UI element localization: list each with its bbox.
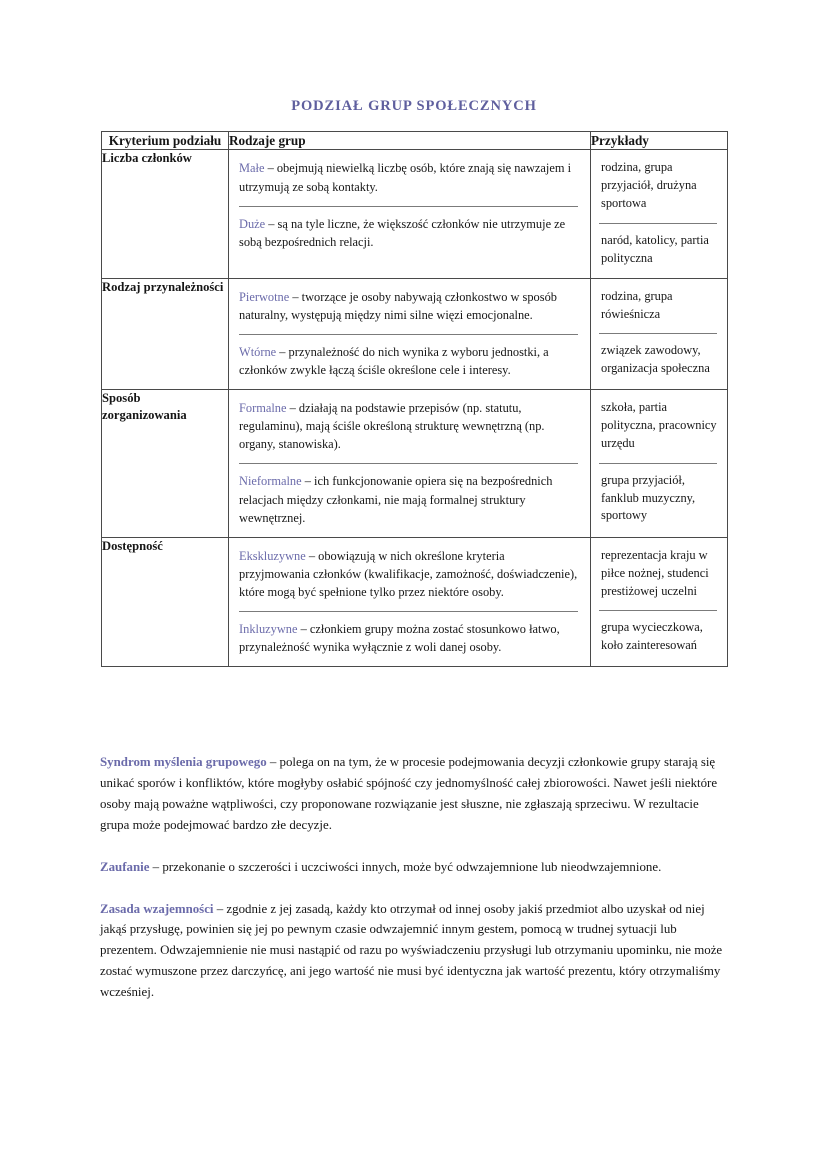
table-row bbox=[102, 537, 728, 667]
type-term: Inkluzywne bbox=[239, 622, 298, 637]
paragraph-groupthink bbox=[100, 752, 730, 836]
column-header-examples: Przykłady bbox=[591, 132, 728, 150]
types-cell bbox=[229, 150, 591, 278]
type-dash: – bbox=[301, 474, 315, 489]
type-dash: – bbox=[289, 289, 302, 304]
type-entry bbox=[229, 538, 590, 611]
type-term: Duże bbox=[239, 216, 266, 231]
example-entry: szkoła, partia polityczna, pracownicy urzędu bbox=[601, 400, 717, 450]
type-entry bbox=[229, 611, 590, 666]
paragraph-trust bbox=[100, 857, 730, 878]
paragraph-dash: – bbox=[213, 901, 227, 916]
body-text bbox=[100, 752, 730, 1003]
table-header-row bbox=[102, 132, 728, 150]
type-entry bbox=[229, 279, 590, 334]
type-description: są na tyle liczne, że większość członków nie utrzymuje ze sobą bezpośrednich relacji. bbox=[239, 216, 566, 249]
type-description: ich funkcjonowanie opiera się na bezpośrednich relacjach między członkami, nie mają formalnej struktury wewnętrznej. bbox=[239, 474, 553, 525]
column-header-types: Rodzaje grup bbox=[229, 132, 591, 150]
criterion-cell: Rodzaj przynależności bbox=[102, 278, 229, 389]
type-term: Ekskluzywne bbox=[239, 548, 306, 563]
criterion-cell: Sposób zorganizowania bbox=[102, 390, 229, 538]
type-term: Małe bbox=[239, 161, 265, 176]
types-cell bbox=[229, 278, 591, 389]
paragraph-lead-term: Zasada wzajemności bbox=[100, 901, 214, 916]
social-groups-table-wrapper bbox=[101, 131, 727, 667]
paragraph-lead-term: Zaufanie bbox=[100, 859, 150, 874]
column-header-criterion: Kryterium podziału bbox=[102, 132, 229, 150]
criterion-cell: Liczba członków bbox=[102, 150, 229, 278]
examples-cell bbox=[591, 278, 728, 389]
social-groups-table bbox=[101, 131, 728, 667]
type-description: przynależność do nich wynika z wyboru jednostki, a członków zwykle łączą ściśle określone cele i interesy. bbox=[239, 344, 549, 378]
type-dash: – bbox=[297, 622, 310, 637]
type-dash: – bbox=[305, 548, 319, 563]
paragraph-lead-term: Syndrom myślenia grupowego bbox=[100, 755, 267, 769]
example-entry: rodzina, grupa przyjaciół, drużyna sportowa bbox=[601, 160, 697, 211]
page-title: PODZIAŁ GRUP SPOŁECZNYCH bbox=[291, 98, 537, 114]
example-entry: związek zawodowy, organizacja społeczna bbox=[591, 333, 727, 388]
types-cell bbox=[229, 390, 591, 538]
type-description: obowiązują w nich określone kryteria przyjmowania członków (kwalifikacje, zamożność, doświadczenie), które mogą być spełnione tylko przez niektóre osoby. bbox=[239, 548, 578, 600]
type-term: Nieformalne bbox=[239, 474, 302, 489]
type-term: Formalne bbox=[239, 401, 287, 416]
paragraph-reciprocity bbox=[100, 899, 730, 1004]
types-cell bbox=[229, 537, 591, 667]
paragraph-dash: – bbox=[149, 859, 163, 874]
criterion-cell: Dostępność bbox=[102, 537, 229, 667]
examples-cell bbox=[591, 150, 728, 278]
example-entry: grupa wycieczkowa, koło zainteresowań bbox=[591, 610, 727, 665]
type-term: Wtórne bbox=[239, 344, 277, 359]
type-description: członkiem grupy można zostać stosunkowo łatwo, przynależność wynika wyłącznie z woli danej osoby. bbox=[239, 622, 560, 655]
example-entry: reprezentacja kraju w piłce nożnej, studenci prestiżowej uczelni bbox=[601, 547, 709, 598]
type-description: tworzące je osoby nabywają członkostwo w sposób naturalny, występują między nimi silne więzi emocjonalne. bbox=[239, 289, 557, 322]
type-dash: – bbox=[286, 401, 299, 416]
type-description: działają na podstawie przepisów (np. statutu, regulaminu), mają ściśle określoną strukturę wewnętrzną (np. organy, stanowiska). bbox=[239, 401, 545, 452]
type-term: Pierwotne bbox=[239, 289, 290, 304]
table-row bbox=[102, 150, 728, 278]
type-dash: – bbox=[276, 344, 289, 359]
type-entry bbox=[229, 463, 590, 536]
type-entry bbox=[229, 390, 590, 463]
example-entry: rodzina, grupa rówieśnicza bbox=[601, 288, 673, 321]
examples-cell bbox=[591, 537, 728, 667]
example-entry: naród, katolicy, partia polityczna bbox=[591, 223, 727, 278]
paragraph-dash: – bbox=[266, 755, 280, 769]
type-entry bbox=[229, 334, 590, 389]
type-entry bbox=[229, 150, 590, 205]
type-description: obejmują niewielką liczbę osób, które znają się nawzajem i utrzymują ze sobą kontakty. bbox=[239, 161, 572, 194]
table-row bbox=[102, 278, 728, 389]
type-entry bbox=[229, 206, 590, 261]
paragraph-body: przekonanie o szczerości i uczciwości innych, może być odwzajemnione lub nieodwzajemnione. bbox=[162, 859, 662, 874]
table-row bbox=[102, 390, 728, 538]
type-dash: – bbox=[264, 161, 277, 176]
example-entry: grupa przyjaciół, fanklub muzyczny, sportowy bbox=[591, 463, 727, 536]
examples-cell bbox=[591, 390, 728, 538]
paragraph-body: polega on na tym, że w procesie podejmowania decyzji członkowie grupy starają się unikać sporów i konfliktów, które mogłyby osłabić spójność czy jednomyślność całej zbiorowości. Nawet jeśli niektóre osoby mają poważne wątpliwości, czy proponowane rozwiązanie jest słuszne, nie zgłaszają sprzeciwu. W rezultacie grupa może podejmować bardzo złe decyzje. bbox=[100, 755, 718, 832]
paragraph-body: zgodnie z jej zasadą, każdy kto otrzymał od innej osoby jakiś przedmiot albo uzyskał od niej jakąś przysługę, powinien się jej po pewnym czasie odwzajemnić innym gestem, pomocą w trudnej sytuacji lub prezentem. Odwzajemnienie nie musi nastąpić od razu po wyświadczeniu przysługi lub otrzymaniu upominku, nie może zostać wymuszone przez darczyńcę, ani jego wartość nie musi być identyczna jak wartość prezentu, który otrzymaliśmy wcześniej. bbox=[100, 901, 723, 1000]
type-dash: – bbox=[265, 216, 278, 231]
